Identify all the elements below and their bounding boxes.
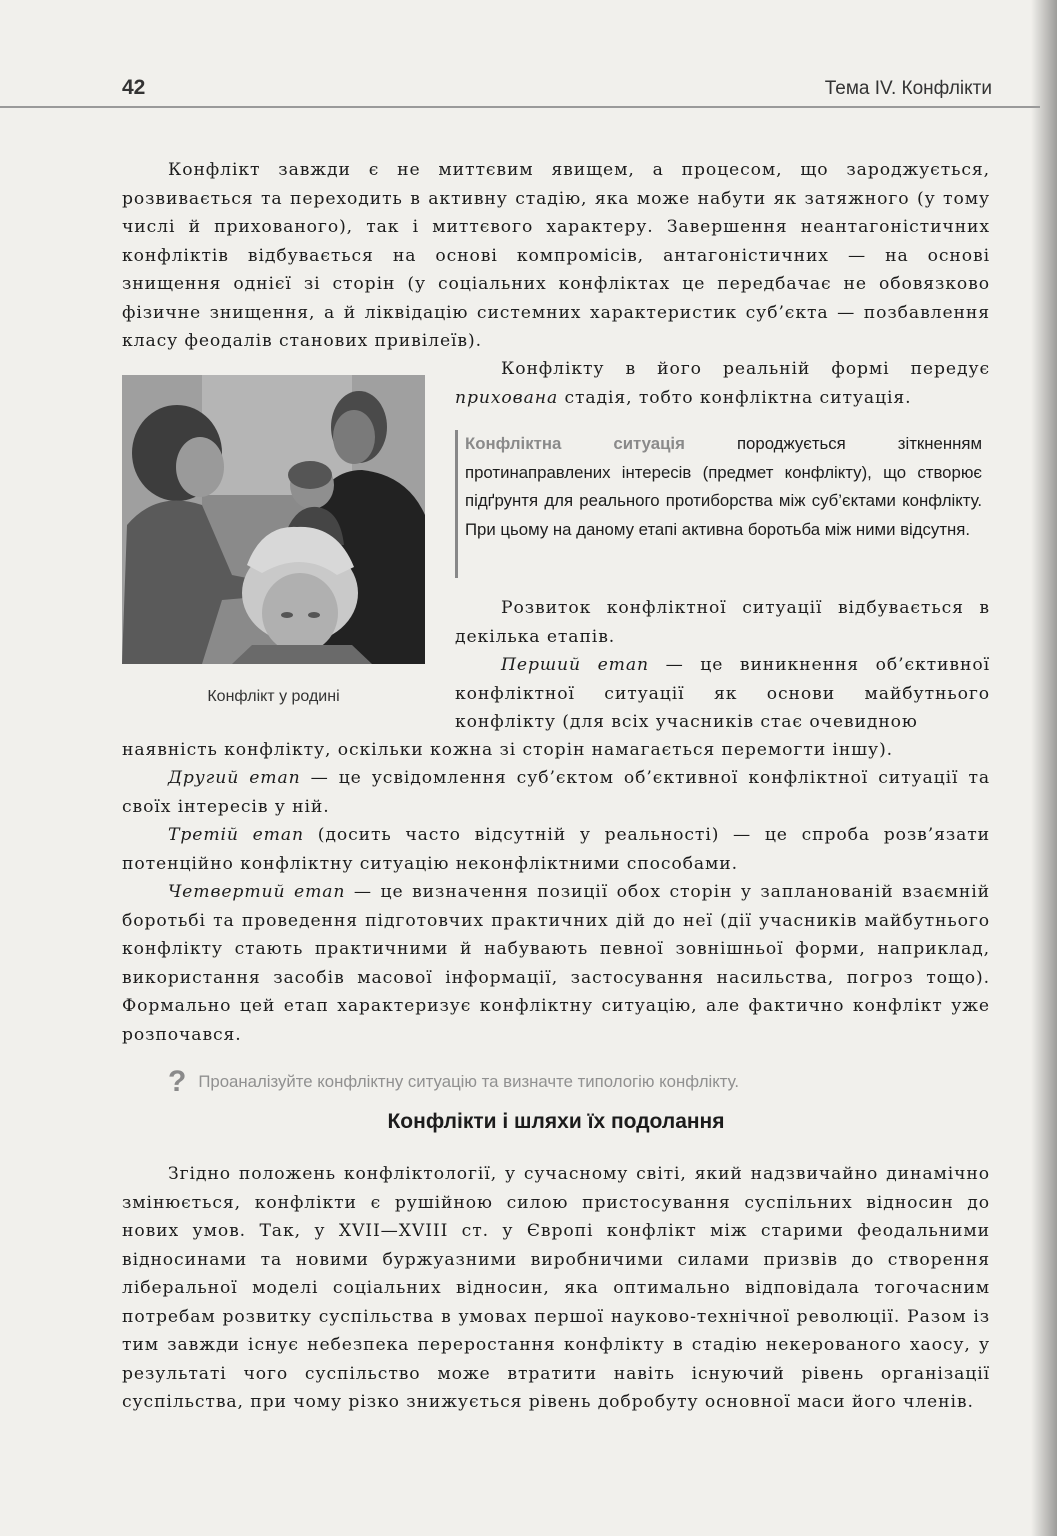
page-header bbox=[0, 76, 1040, 108]
stage1-continuation: наявність конфлікту, оскільки кожна зі сторін намагається перемогти іншу). bbox=[122, 740, 894, 760]
topic-title: Тема IV. Конфлікти bbox=[824, 78, 992, 99]
stage1-paragraph bbox=[455, 651, 990, 737]
stage4-paragraph bbox=[122, 878, 990, 1049]
stage3-text: (досить часто відсутній у реальності) — це спроба розв’язати потенційно конфліктну ситуацію неконфліктними способами. bbox=[122, 825, 991, 874]
hidden-stage-text-2: стадія, тобто конфліктна ситуація. bbox=[558, 387, 912, 408]
stage1-label: Перший етап bbox=[501, 655, 649, 675]
stage2-label: Другий етап bbox=[168, 768, 301, 788]
definition-box bbox=[455, 430, 982, 578]
page-edge-shadow bbox=[1031, 0, 1057, 1536]
task-prompt bbox=[168, 1065, 998, 1099]
photo-caption: Конфлікт у родині bbox=[207, 688, 340, 705]
hidden-stage-paragraph bbox=[455, 355, 990, 412]
definition-term: Конфліктна ситуація bbox=[465, 434, 685, 453]
stage2-paragraph bbox=[122, 764, 990, 821]
stage3-paragraph bbox=[122, 821, 990, 878]
question-mark-icon: ? bbox=[168, 1065, 187, 1098]
hidden-stage-italic: прихована bbox=[455, 387, 559, 408]
hidden-stage-text-1: Конфлікту в його реальній формі передує bbox=[501, 359, 990, 379]
family-conflict-image bbox=[122, 375, 425, 664]
family-conflict-photo bbox=[122, 375, 425, 664]
section-heading: Конфлікти і шляхи їх подолання bbox=[387, 1110, 725, 1133]
page-number: 42 bbox=[122, 76, 146, 99]
stage4-label: Четвертий етап bbox=[168, 882, 346, 902]
stage4-text: — це визначення позиції обох сторін у запланованій взаємній боротьбі та проведення підготовчих практичних дій до неї (дії учасників майбутнього конфлікту стають практичними й набувають певної зовнішньої форми, наприклад, використання засобів масової інформації, застосування насильства, погроз тощо). Формально цей етап характеризує конфліктну ситуацію, але фактично конфлікт уже розпочався. bbox=[122, 882, 991, 1045]
stage3-label: Третій етап bbox=[168, 825, 305, 845]
intro-paragraph: Конфлікт завжди є не миттєвим явищем, а процесом, що зароджується, розвивається та переходить в активну стадію, яка може набути як затяжного (у тому числі й прихованого), так і миттєвого характеру. Завершення неантагоністичних конфліктів відбувається на основі компромісів, антагоністичних — на основі знищення однієї зі сторін (у соціальних конфліктах це передбачає не обовязково фізичне знищення, а й ліквідацію системних характеристик суб’єкта — позбавлення класу феодалів станових привілеїв). bbox=[122, 160, 990, 351]
stage2-text: — це усвідомлення суб’єктом об’єктивної конфліктної ситуації та своїх інтересів у ній. bbox=[122, 768, 991, 817]
stages-intro-paragraph: Розвиток конфліктної ситуації відбувається в декілька етапів. bbox=[455, 598, 990, 647]
stage1-text: — це виникнення об’єктивної конфліктної ситуації як основи майбутнього конфлікту (для всіх учасників стає очевидною bbox=[455, 655, 990, 732]
section-paragraph: Згідно положень конфліктології, у сучасному світі, який надзвичайно динамічно змінюється, конфлікти є рушійною силою пристосування суспільних відносин до нових умов. Так, у XVII—XVIII ст. у Європі конфлікт між старими феодальними відносинами та новими буржуазними виробничими силами призвів до створення ліберальної моделі соціальних відносин, яка оптимально відповідала тогочасним потребам розвитку суспільства в умовах першої науково-технічної революції. Разом із тим завжди існує небезпека переростання конфлікту в стадію некерованого хаосу, у результаті чого суспільство може втратити навіть існуючий рівень організації суспільства, при чому різко знижується рівень добробуту основної маси його членів. bbox=[122, 1164, 990, 1412]
definition-text: породжується зіткненням протинаправлених інтересів (предмет конфлікту), що створює підґрунтя для реального протиборства між суб’єктами конфлікту. При цьому на даному етапі активна боротьба між ними відсутня. bbox=[465, 434, 982, 539]
task-text: Проаналізуйте конфліктну ситуацію та визначте типологію конфлікту. bbox=[198, 1072, 739, 1091]
